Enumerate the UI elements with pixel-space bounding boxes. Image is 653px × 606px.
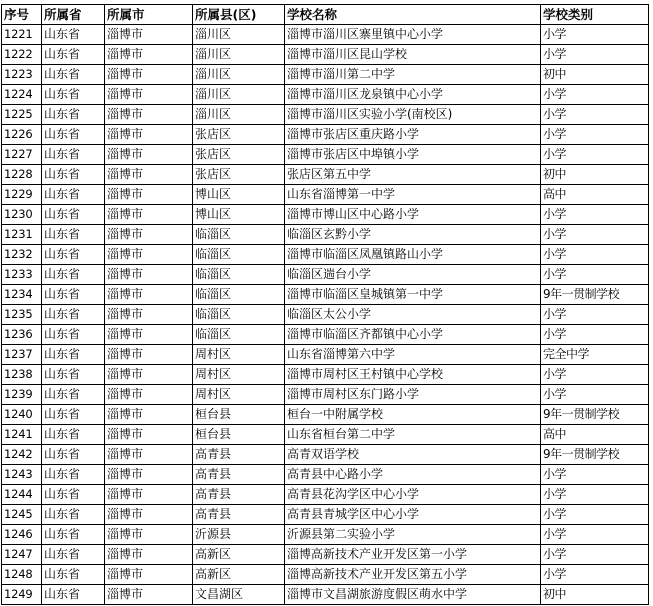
cell-school-type: 初中 — [541, 65, 649, 85]
cell-county: 周村区 — [193, 345, 285, 365]
table-row — [2, 405, 649, 425]
cell-school-name: 山东省桓台第二中学 — [285, 425, 541, 445]
cell-province: 山东省 — [42, 405, 105, 425]
cell-province: 山东省 — [42, 565, 105, 585]
cell-school-name: 淄博市张店区中埠镇小学 — [285, 145, 541, 165]
cell-province: 山东省 — [42, 485, 105, 505]
cell-serial-number: 1246 — [2, 525, 42, 545]
cell-school-type: 小学 — [541, 325, 649, 345]
cell-city: 淄博市 — [105, 465, 193, 485]
cell-school-name: 临淄区遄台小学 — [285, 265, 541, 285]
cell-province: 山东省 — [42, 445, 105, 465]
table-row — [2, 125, 649, 145]
cell-city: 淄博市 — [105, 145, 193, 165]
table-row — [2, 165, 649, 185]
cell-serial-number: 1249 — [2, 585, 42, 605]
cell-city: 淄博市 — [105, 285, 193, 305]
cell-school-name: 桓台一中附属学校 — [285, 405, 541, 425]
cell-province: 山东省 — [42, 425, 105, 445]
table-row — [2, 385, 649, 405]
cell-county: 张店区 — [193, 145, 285, 165]
table-row — [2, 245, 649, 265]
cell-school-name: 淄博市淄川区实验小学(南校区) — [285, 105, 541, 125]
cell-school-type: 小学 — [541, 485, 649, 505]
cell-county: 博山区 — [193, 205, 285, 225]
cell-school-name: 淄博高新技术产业开发区第五小学 — [285, 565, 541, 585]
cell-school-name: 张店区第五中学 — [285, 165, 541, 185]
cell-school-name: 淄博市周村区王村镇中心学校 — [285, 365, 541, 385]
cell-province: 山东省 — [42, 185, 105, 205]
cell-county: 淄川区 — [193, 105, 285, 125]
cell-school-name: 临淄区玄黔小学 — [285, 225, 541, 245]
cell-county: 文昌湖区 — [193, 585, 285, 605]
cell-school-type: 高中 — [541, 425, 649, 445]
cell-county: 临淄区 — [193, 225, 285, 245]
cell-county: 高青县 — [193, 465, 285, 485]
cell-county: 高青县 — [193, 445, 285, 465]
cell-serial-number: 1238 — [2, 365, 42, 385]
cell-county: 临淄区 — [193, 325, 285, 345]
table-row — [2, 185, 649, 205]
cell-school-type: 小学 — [541, 305, 649, 325]
cell-school-name: 淄博市张店区重庆路小学 — [285, 125, 541, 145]
cell-county: 临淄区 — [193, 245, 285, 265]
cell-school-type: 小学 — [541, 245, 649, 265]
cell-serial-number: 1229 — [2, 185, 42, 205]
cell-serial-number: 1247 — [2, 545, 42, 565]
cell-school-name: 山东省淄博第一中学 — [285, 185, 541, 205]
cell-province: 山东省 — [42, 65, 105, 85]
cell-serial-number: 1242 — [2, 445, 42, 465]
cell-serial-number: 1228 — [2, 165, 42, 185]
cell-county: 高青县 — [193, 485, 285, 505]
cell-county: 周村区 — [193, 365, 285, 385]
cell-school-name: 淄博市淄川区昆山学校 — [285, 45, 541, 65]
cell-province: 山东省 — [42, 585, 105, 605]
cell-school-type: 小学 — [541, 25, 649, 45]
cell-school-name: 高青县青城学区中心小学 — [285, 505, 541, 525]
cell-city: 淄博市 — [105, 545, 193, 565]
cell-city: 淄博市 — [105, 385, 193, 405]
cell-school-name: 淄博市淄川区龙泉镇中心小学 — [285, 85, 541, 105]
cell-city: 淄博市 — [105, 105, 193, 125]
table-row — [2, 345, 649, 365]
cell-serial-number: 1226 — [2, 125, 42, 145]
cell-school-name: 淄博市淄川区寨里镇中心小学 — [285, 25, 541, 45]
cell-province: 山东省 — [42, 525, 105, 545]
cell-serial-number: 1236 — [2, 325, 42, 345]
cell-city: 淄博市 — [105, 585, 193, 605]
cell-school-type: 初中 — [541, 165, 649, 185]
cell-school-type: 初中 — [541, 585, 649, 605]
cell-serial-number: 1233 — [2, 265, 42, 285]
table-row — [2, 25, 649, 45]
cell-school-name: 淄博高新技术产业开发区第一小学 — [285, 545, 541, 565]
cell-province: 山东省 — [42, 105, 105, 125]
cell-school-type: 小学 — [541, 225, 649, 245]
cell-school-type: 完全中学 — [541, 345, 649, 365]
table-row — [2, 105, 649, 125]
cell-province: 山东省 — [42, 45, 105, 65]
cell-county: 桓台县 — [193, 425, 285, 445]
cell-school-name: 淄博市淄川第二中学 — [285, 65, 541, 85]
table-row — [2, 265, 649, 285]
cell-city: 淄博市 — [105, 305, 193, 325]
cell-school-type: 小学 — [541, 145, 649, 165]
cell-serial-number: 1239 — [2, 385, 42, 405]
cell-province: 山东省 — [42, 505, 105, 525]
cell-city: 淄博市 — [105, 225, 193, 245]
cell-county: 高青县 — [193, 505, 285, 525]
cell-school-name: 淄博市周村区东门路小学 — [285, 385, 541, 405]
cell-province: 山东省 — [42, 265, 105, 285]
cell-serial-number: 1223 — [2, 65, 42, 85]
table-row — [2, 465, 649, 485]
cell-county: 临淄区 — [193, 305, 285, 325]
cell-serial-number: 1234 — [2, 285, 42, 305]
cell-city: 淄博市 — [105, 185, 193, 205]
cell-city: 淄博市 — [105, 325, 193, 345]
cell-serial-number: 1235 — [2, 305, 42, 325]
cell-county: 博山区 — [193, 185, 285, 205]
table-row — [2, 145, 649, 165]
cell-school-type: 小学 — [541, 465, 649, 485]
table-row — [2, 285, 649, 305]
cell-province: 山东省 — [42, 345, 105, 365]
cell-serial-number: 1237 — [2, 345, 42, 365]
header-serial-number: 序号 — [2, 5, 42, 25]
cell-serial-number: 1240 — [2, 405, 42, 425]
cell-province: 山东省 — [42, 125, 105, 145]
header-province: 所属省 — [42, 5, 105, 25]
cell-school-name: 淄博市博山区中心路小学 — [285, 205, 541, 225]
cell-school-type: 小学 — [541, 365, 649, 385]
cell-serial-number: 1224 — [2, 85, 42, 105]
cell-county: 张店区 — [193, 165, 285, 185]
cell-county: 临淄区 — [193, 285, 285, 305]
cell-province: 山东省 — [42, 325, 105, 345]
cell-province: 山东省 — [42, 85, 105, 105]
cell-school-name: 淄博市临淄区齐都镇中心小学 — [285, 325, 541, 345]
cell-school-type: 小学 — [541, 565, 649, 585]
cell-county: 桓台县 — [193, 405, 285, 425]
cell-serial-number: 1225 — [2, 105, 42, 125]
cell-province: 山东省 — [42, 285, 105, 305]
cell-school-type: 高中 — [541, 185, 649, 205]
cell-province: 山东省 — [42, 245, 105, 265]
header-school-type: 学校类别 — [541, 5, 649, 25]
cell-city: 淄博市 — [105, 525, 193, 545]
table-row — [2, 65, 649, 85]
cell-serial-number: 1230 — [2, 205, 42, 225]
table-row — [2, 485, 649, 505]
cell-school-name: 淄博市临淄区凤凰镇路山小学 — [285, 245, 541, 265]
cell-county: 张店区 — [193, 125, 285, 145]
cell-city: 淄博市 — [105, 65, 193, 85]
cell-school-type: 小学 — [541, 205, 649, 225]
table-row — [2, 445, 649, 465]
table-row — [2, 585, 649, 605]
cell-province: 山东省 — [42, 365, 105, 385]
cell-school-name: 山东省淄博第六中学 — [285, 345, 541, 365]
cell-school-type: 小学 — [541, 45, 649, 65]
table-row — [2, 205, 649, 225]
cell-province: 山东省 — [42, 145, 105, 165]
table-row — [2, 225, 649, 245]
cell-city: 淄博市 — [105, 25, 193, 45]
cell-county: 淄川区 — [193, 45, 285, 65]
cell-province: 山东省 — [42, 465, 105, 485]
cell-serial-number: 1222 — [2, 45, 42, 65]
cell-school-name: 沂源县第二实验小学 — [285, 525, 541, 545]
cell-school-type: 9年一贯制学校 — [541, 405, 649, 425]
table-row — [2, 505, 649, 525]
school-list-table — [1, 4, 649, 605]
cell-province: 山东省 — [42, 205, 105, 225]
cell-province: 山东省 — [42, 225, 105, 245]
table-row — [2, 545, 649, 565]
header-county: 所属县(区) — [193, 5, 285, 25]
cell-school-name: 临淄区太公小学 — [285, 305, 541, 325]
cell-city: 淄博市 — [105, 485, 193, 505]
cell-school-name: 淄博市文昌湖旅游度假区萌水中学 — [285, 585, 541, 605]
cell-county: 高新区 — [193, 565, 285, 585]
cell-county: 临淄区 — [193, 265, 285, 285]
cell-city: 淄博市 — [105, 345, 193, 365]
header-school-name: 学校名称 — [285, 5, 541, 25]
cell-serial-number: 1232 — [2, 245, 42, 265]
cell-city: 淄博市 — [105, 445, 193, 465]
cell-province: 山东省 — [42, 165, 105, 185]
cell-county: 淄川区 — [193, 25, 285, 45]
cell-city: 淄博市 — [105, 505, 193, 525]
cell-province: 山东省 — [42, 545, 105, 565]
cell-city: 淄博市 — [105, 565, 193, 585]
cell-school-type: 小学 — [541, 125, 649, 145]
cell-city: 淄博市 — [105, 265, 193, 285]
cell-city: 淄博市 — [105, 365, 193, 385]
cell-city: 淄博市 — [105, 165, 193, 185]
cell-school-type: 9年一贯制学校 — [541, 285, 649, 305]
cell-school-type: 小学 — [541, 85, 649, 105]
table-row — [2, 365, 649, 385]
cell-county: 周村区 — [193, 385, 285, 405]
cell-serial-number: 1221 — [2, 25, 42, 45]
cell-province: 山东省 — [42, 25, 105, 45]
cell-province: 山东省 — [42, 305, 105, 325]
cell-serial-number: 1231 — [2, 225, 42, 245]
cell-city: 淄博市 — [105, 205, 193, 225]
table-row — [2, 525, 649, 545]
cell-city: 淄博市 — [105, 405, 193, 425]
table-row — [2, 85, 649, 105]
cell-serial-number: 1248 — [2, 565, 42, 585]
cell-city: 淄博市 — [105, 125, 193, 145]
cell-school-name: 高青县花沟学区中心小学 — [285, 485, 541, 505]
cell-school-type: 9年一贯制学校 — [541, 445, 649, 465]
cell-school-type: 小学 — [541, 545, 649, 565]
cell-city: 淄博市 — [105, 245, 193, 265]
header-city: 所属市 — [105, 5, 193, 25]
cell-school-type: 小学 — [541, 525, 649, 545]
cell-city: 淄博市 — [105, 85, 193, 105]
cell-serial-number: 1227 — [2, 145, 42, 165]
cell-serial-number: 1241 — [2, 425, 42, 445]
cell-province: 山东省 — [42, 385, 105, 405]
cell-county: 高新区 — [193, 545, 285, 565]
cell-city: 淄博市 — [105, 45, 193, 65]
cell-serial-number: 1245 — [2, 505, 42, 525]
table-row — [2, 45, 649, 65]
table-row — [2, 565, 649, 585]
table-row — [2, 305, 649, 325]
cell-serial-number: 1243 — [2, 465, 42, 485]
table-row — [2, 425, 649, 445]
cell-serial-number: 1244 — [2, 485, 42, 505]
table-row — [2, 325, 649, 345]
cell-county: 沂源县 — [193, 525, 285, 545]
cell-county: 淄川区 — [193, 65, 285, 85]
cell-school-type: 小学 — [541, 385, 649, 405]
table-body — [2, 25, 649, 605]
cell-school-type: 小学 — [541, 265, 649, 285]
header-row — [2, 5, 649, 25]
cell-city: 淄博市 — [105, 425, 193, 445]
cell-county: 淄川区 — [193, 85, 285, 105]
cell-school-name: 高青双语学校 — [285, 445, 541, 465]
cell-school-type: 小学 — [541, 505, 649, 525]
cell-school-type: 小学 — [541, 105, 649, 125]
cell-school-name: 淄博市临淄区皇城镇第一中学 — [285, 285, 541, 305]
cell-school-name: 高青县中心路小学 — [285, 465, 541, 485]
